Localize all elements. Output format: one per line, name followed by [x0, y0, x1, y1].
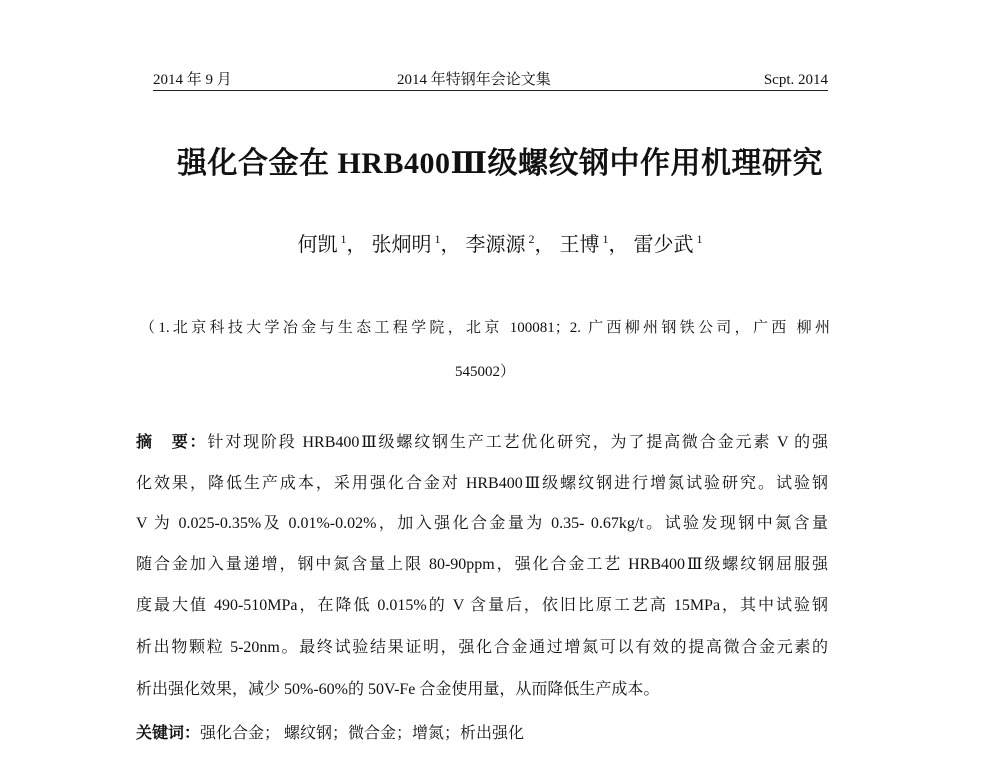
author-affiliation-mark: 1 [434, 232, 441, 246]
running-header [153, 70, 828, 91]
author-affiliation-mark: 1 [340, 232, 347, 246]
abstract-line: V 为 0.025-0.35%及 0.01%-0.02%，加入强化合金量为 0.35- 0.67kg/t。试验发现钢中氮含量 [136, 515, 828, 532]
header-proceedings: 2014 年特钢年会论文集 [397, 72, 551, 88]
author: 雷少武 [633, 234, 694, 256]
keywords-text: 强化合金； 螺纹钢；微合金；增氮；析出强化 [200, 725, 525, 742]
header-date-en: Scpt. 2014 [763, 72, 828, 88]
abstract-line: 随合金加入量递增，钢中氮含量上限 80-90ppm，强化合金工艺 HRB400Ⅲ级螺纹钢屈服强 [136, 556, 828, 573]
author: 张炯明 [371, 234, 432, 256]
affiliation-line: （1.北京科技大学冶金与生态工程学院，北京 100081；2. 广西柳州钢铁公司，广西 柳州 [140, 320, 830, 336]
abstract-line: 化效果，降低生产成本，采用强化合金对 HRB400Ⅲ级螺纹钢进行增氮试验研究。试验钢 [136, 475, 828, 492]
abstract-label: 摘 要： [136, 434, 208, 451]
keywords [136, 720, 828, 743]
header-date: 2014 年 9 月 [153, 72, 232, 88]
abstract-line: 析出强化效果，减少 50%-60%的 50V-Fe 合金使用量，从而降低生产成本。 [136, 681, 660, 698]
keywords-label: 关键词： [136, 725, 201, 742]
author: 李源源 [465, 234, 526, 256]
author: 何凯 [297, 234, 338, 256]
abstract-line: 摘 要：针对现阶段 HRB400Ⅲ级螺纹钢生产工艺优化研究，为了提高微合金元素 V 的强 [136, 434, 828, 451]
paper-title: 强化合金在 HRB400Ⅲ级螺纹钢中作用机理研究 [176, 147, 824, 180]
author-affiliation-mark: 2 [528, 232, 535, 246]
author: 王博 [559, 234, 600, 256]
affiliation-line: 545002） [454, 364, 515, 380]
author-affiliation-mark: 1 [602, 232, 609, 246]
author-affiliation-mark: 1 [696, 232, 703, 246]
author-list: 何凯 $^1$， 张炯明 $^1$， 李源源 $^2$， 王博 $^1$， 雷少武 $^1$ [297, 232, 703, 256]
abstract-line: 析出物颗粒 5-20nm。最终试验结果证明，强化合金通过增氮可以有效的提高微合金元素的 [136, 639, 828, 656]
abstract-line: 度最大值 490-510MPa，在降低 0.015%的 V 含量后，依旧比原工艺高 15MPa，其中试验钢 [136, 597, 828, 614]
